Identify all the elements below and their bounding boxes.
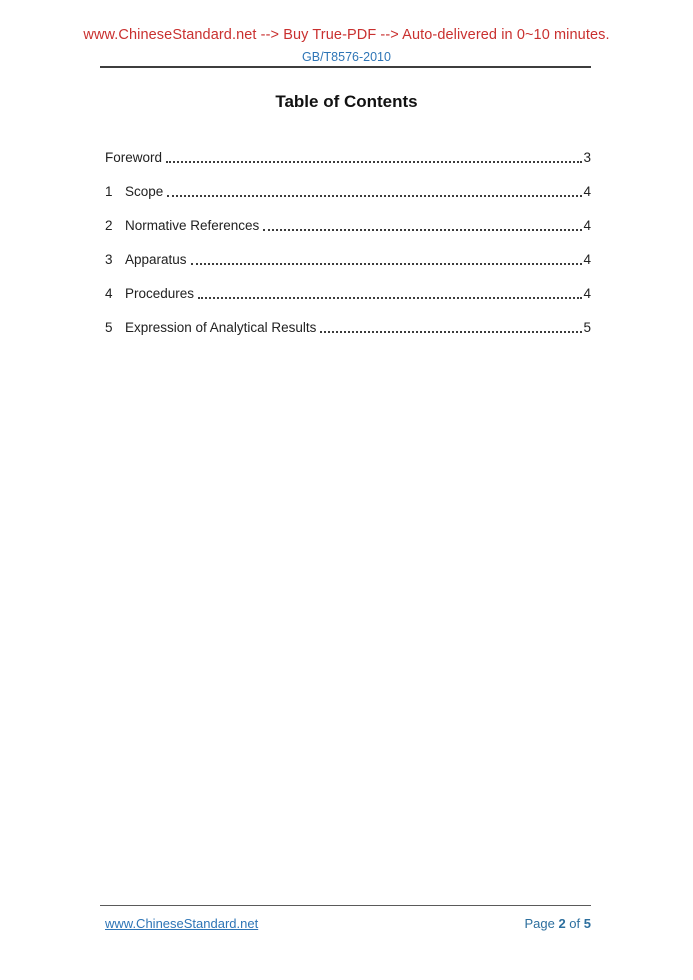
toc-leader-dots — [166, 161, 582, 163]
page-indicator — [524, 916, 591, 931]
page-title: Table of Contents — [275, 92, 418, 111]
toc-entry[interactable] — [105, 253, 591, 267]
toc-entry[interactable] — [105, 151, 591, 165]
toc-entry-label: Expression of Analytical Results — [125, 320, 317, 335]
toc-leader-dots — [198, 297, 582, 299]
page-footer — [105, 916, 591, 931]
toc-leader-dots — [263, 229, 582, 231]
toc-entry-number: 3 — [105, 252, 113, 267]
footer-link[interactable]: www.ChineseStandard.net — [105, 916, 259, 931]
page-word: Page — [524, 916, 555, 931]
page-total: 5 — [583, 916, 591, 931]
toc-entry-label: Apparatus — [125, 252, 187, 267]
toc-entry-number: 1 — [105, 184, 113, 199]
toc-entry[interactable] — [105, 219, 591, 233]
page-current: 2 — [558, 916, 566, 931]
standard-code: GB/T8576-2010 — [302, 50, 391, 64]
toc-entry-label: Normative References — [125, 218, 260, 233]
toc-entry-page: 4 — [583, 286, 591, 301]
toc-entry-page: 5 — [583, 320, 591, 335]
toc-entry-page: 4 — [583, 218, 591, 233]
toc-leader-dots — [167, 195, 582, 197]
of-word: of — [569, 916, 581, 931]
footer-rule — [100, 905, 591, 906]
toc-entry-page: 4 — [583, 252, 591, 267]
toc-entry[interactable] — [105, 321, 591, 335]
toc-entry[interactable] — [105, 287, 591, 301]
toc-entry-label: Foreword — [105, 150, 163, 165]
toc-entry-page: 3 — [583, 150, 591, 165]
toc-entry-number: 4 — [105, 286, 113, 301]
promo-banner: www.ChineseStandard.net --> Buy True-PDF --> Auto-delivered in 0~10 minutes. — [83, 27, 610, 43]
toc-entry-label: Procedures — [125, 286, 195, 301]
toc-entry-number: 2 — [105, 218, 113, 233]
toc-entry-page: 4 — [583, 184, 591, 199]
table-of-contents — [105, 151, 591, 355]
header-rule — [100, 66, 591, 68]
toc-entry-number: 5 — [105, 320, 113, 335]
toc-entry-label: Scope — [125, 184, 164, 199]
toc-leader-dots — [320, 331, 582, 333]
toc-leader-dots — [191, 263, 583, 265]
toc-entry[interactable] — [105, 185, 591, 199]
